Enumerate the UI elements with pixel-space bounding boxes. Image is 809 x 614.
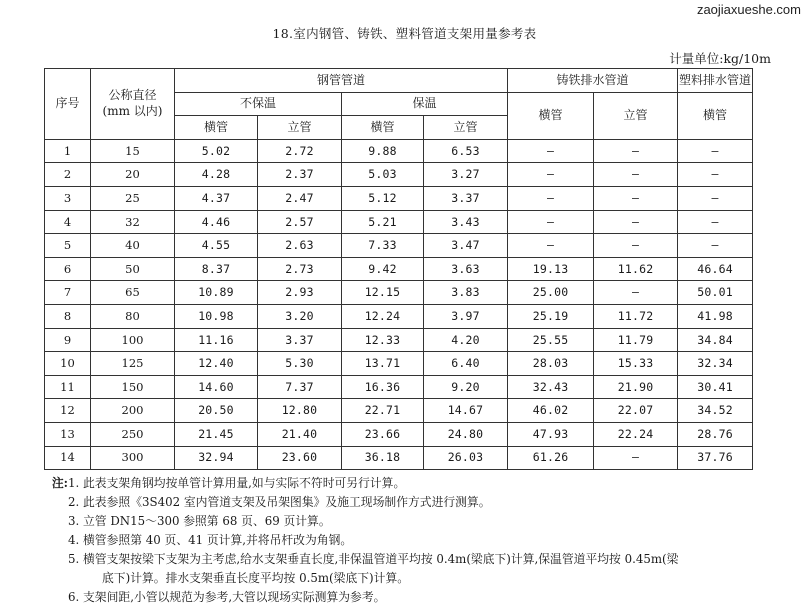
table-row (45, 139, 753, 163)
table-row (45, 375, 753, 399)
row-seq-cell: 3 (45, 186, 91, 210)
iron-horizontal-cell: — (508, 163, 594, 187)
iron-horizontal-cell: — (508, 139, 594, 163)
insulated-horizontal-cell: 5.03 (342, 163, 424, 187)
header-insulated-horizontal: 横管 (342, 116, 424, 140)
insulated-horizontal-cell: 9.88 (342, 139, 424, 163)
table-row (45, 422, 753, 446)
iron-horizontal-cell: 25.00 (508, 281, 594, 305)
header-uninsulated: 不保温 (175, 92, 342, 116)
iron-vertical-cell: — (594, 139, 678, 163)
row-diameter-cell: 125 (91, 352, 175, 376)
uninsulated-vertical-cell: 2.73 (258, 257, 342, 281)
uninsulated-vertical-cell: 3.37 (258, 328, 342, 352)
uninsulated-vertical-cell: 2.47 (258, 186, 342, 210)
table-row (45, 304, 753, 328)
header-plastic: 塑料排水管道 (678, 69, 753, 93)
plastic-horizontal-cell: 50.01 (678, 281, 753, 305)
row-diameter-cell: 100 (91, 328, 175, 352)
note-item: 5. 横管支架按梁下支架为主考虑,给水支架垂直长度,非保温管道平均按 0.4m(梁底下)计算,保温管道平均按 0.45m(梁 (68, 552, 679, 566)
row-seq-cell: 8 (45, 304, 91, 328)
uninsulated-horizontal-cell: 5.02 (175, 139, 258, 163)
row-seq-cell: 11 (45, 375, 91, 399)
notes-label: 注: (51, 476, 68, 490)
iron-horizontal-cell: 32.43 (508, 375, 594, 399)
plastic-horizontal-cell: 37.76 (678, 446, 753, 470)
insulated-horizontal-cell: 22.71 (342, 399, 424, 423)
iron-vertical-cell: 11.62 (594, 257, 678, 281)
insulated-vertical-cell: 3.97 (424, 304, 508, 328)
row-diameter-cell: 20 (91, 163, 175, 187)
plastic-horizontal-cell: 28.76 (678, 422, 753, 446)
row-seq-cell: 2 (45, 163, 91, 187)
header-steel: 钢管管道 (175, 69, 508, 93)
notes (42, 474, 782, 607)
uninsulated-vertical-cell: 21.40 (258, 422, 342, 446)
header-diameter-line1: 公称直径 (108, 88, 157, 103)
plastic-horizontal-cell: — (678, 234, 753, 258)
insulated-vertical-cell: 3.47 (424, 234, 508, 258)
uninsulated-horizontal-cell: 10.89 (175, 281, 258, 305)
iron-horizontal-cell: 25.19 (508, 304, 594, 328)
uninsulated-horizontal-cell: 10.98 (175, 304, 258, 328)
table-row (45, 163, 753, 187)
insulated-horizontal-cell: 12.24 (342, 304, 424, 328)
plastic-horizontal-cell: 32.34 (678, 352, 753, 376)
iron-vertical-cell: — (594, 163, 678, 187)
plastic-horizontal-cell: 34.84 (678, 328, 753, 352)
row-seq-cell: 1 (45, 139, 91, 163)
iron-vertical-cell: 22.24 (594, 422, 678, 446)
table-row (45, 281, 753, 305)
uninsulated-vertical-cell: 2.72 (258, 139, 342, 163)
row-seq-cell: 5 (45, 234, 91, 258)
insulated-horizontal-cell: 7.33 (342, 234, 424, 258)
uninsulated-horizontal-cell: 32.94 (175, 446, 258, 470)
iron-vertical-cell: — (594, 234, 678, 258)
table-row (45, 446, 753, 470)
table-row (45, 257, 753, 281)
row-diameter-cell: 50 (91, 257, 175, 281)
iron-horizontal-cell: 19.13 (508, 257, 594, 281)
plastic-horizontal-cell: — (678, 186, 753, 210)
note-item: 4. 横管参照第 40 页、41 页计算,并将吊杆改为角钢。 (68, 533, 353, 547)
note-item: 2. 此表参照《3S402 室内管道支架及吊架图集》及施工现场制作方式进行测算。 (68, 495, 491, 509)
uninsulated-horizontal-cell: 4.46 (175, 210, 258, 234)
iron-vertical-cell: 22.07 (594, 399, 678, 423)
uninsulated-horizontal-cell: 8.37 (175, 257, 258, 281)
row-seq-cell: 14 (45, 446, 91, 470)
insulated-vertical-cell: 3.27 (424, 163, 508, 187)
row-diameter-cell: 40 (91, 234, 175, 258)
insulated-horizontal-cell: 5.12 (342, 186, 424, 210)
iron-horizontal-cell: 47.93 (508, 422, 594, 446)
header-seq: 序号 (45, 69, 91, 140)
uninsulated-horizontal-cell: 20.50 (175, 399, 258, 423)
iron-horizontal-cell: 25.55 (508, 328, 594, 352)
insulated-horizontal-cell: 23.66 (342, 422, 424, 446)
uninsulated-horizontal-cell: 4.37 (175, 186, 258, 210)
insulated-vertical-cell: 14.67 (424, 399, 508, 423)
row-diameter-cell: 150 (91, 375, 175, 399)
iron-horizontal-cell: — (508, 210, 594, 234)
insulated-horizontal-cell: 13.71 (342, 352, 424, 376)
uninsulated-vertical-cell: 3.20 (258, 304, 342, 328)
iron-horizontal-cell: 46.02 (508, 399, 594, 423)
uninsulated-vertical-cell: 7.37 (258, 375, 342, 399)
uninsulated-vertical-cell: 2.57 (258, 210, 342, 234)
table-row (45, 210, 753, 234)
iron-vertical-cell: — (594, 446, 678, 470)
iron-horizontal-cell: — (508, 186, 594, 210)
insulated-vertical-cell: 26.03 (424, 446, 508, 470)
row-diameter-cell: 65 (91, 281, 175, 305)
plastic-horizontal-cell: — (678, 163, 753, 187)
plastic-horizontal-cell: 34.52 (678, 399, 753, 423)
row-seq-cell: 9 (45, 328, 91, 352)
table-row (45, 186, 753, 210)
uninsulated-horizontal-cell: 4.55 (175, 234, 258, 258)
header-insulated: 保温 (342, 92, 508, 116)
row-diameter-cell: 200 (91, 399, 175, 423)
iron-horizontal-cell: 28.03 (508, 352, 594, 376)
header-cast-iron: 铸铁排水管道 (508, 69, 678, 93)
row-diameter-cell: 80 (91, 304, 175, 328)
note-item: 1. 此表支架角钢均按单管计算用量,如与实际不符时可另行计算。 (68, 476, 406, 490)
insulated-vertical-cell: 3.83 (424, 281, 508, 305)
table-row (45, 234, 753, 258)
support-table (44, 68, 753, 470)
header-uninsulated-vertical: 立管 (258, 116, 342, 140)
row-seq-cell: 7 (45, 281, 91, 305)
iron-vertical-cell: 15.33 (594, 352, 678, 376)
row-seq-cell: 12 (45, 399, 91, 423)
uninsulated-vertical-cell: 12.80 (258, 399, 342, 423)
insulated-vertical-cell: 24.80 (424, 422, 508, 446)
iron-vertical-cell: 21.90 (594, 375, 678, 399)
insulated-horizontal-cell: 9.42 (342, 257, 424, 281)
uninsulated-vertical-cell: 5.30 (258, 352, 342, 376)
uninsulated-horizontal-cell: 4.28 (175, 163, 258, 187)
uninsulated-vertical-cell: 2.63 (258, 234, 342, 258)
row-diameter-cell: 32 (91, 210, 175, 234)
header-uninsulated-horizontal: 横管 (175, 116, 258, 140)
watermark: zaojiaxueshe.com (696, 2, 801, 17)
plastic-horizontal-cell: — (678, 210, 753, 234)
row-diameter-cell: 25 (91, 186, 175, 210)
header-iron-horizontal: 横管 (508, 92, 594, 139)
iron-vertical-cell: — (594, 210, 678, 234)
note-item: 3. 立管 DN15～300 参照第 68 页、69 页计算。 (68, 514, 331, 528)
note-item: 6. 支架间距,小管以规范为参考,大管以现场实际测算为参考。 (68, 590, 386, 604)
insulated-vertical-cell: 3.37 (424, 186, 508, 210)
insulated-vertical-cell: 3.43 (424, 210, 508, 234)
iron-horizontal-cell: 61.26 (508, 446, 594, 470)
table-row (45, 328, 753, 352)
insulated-horizontal-cell: 12.15 (342, 281, 424, 305)
unit-label: 计量单位:kg/10m (669, 51, 771, 66)
table-row (45, 399, 753, 423)
page-title: 18.室内钢管、铸铁、塑料管道支架用量参考表 (272, 26, 537, 41)
note-item-continuation: 底下)计算。排水支架垂直长度平均按 0.5m(梁底下)计算。 (102, 571, 410, 585)
iron-horizontal-cell: — (508, 234, 594, 258)
row-seq-cell: 6 (45, 257, 91, 281)
row-diameter-cell: 15 (91, 139, 175, 163)
plastic-horizontal-cell: 46.64 (678, 257, 753, 281)
iron-vertical-cell: 11.79 (594, 328, 678, 352)
plastic-horizontal-cell: 30.41 (678, 375, 753, 399)
header-iron-vertical: 立管 (594, 92, 678, 139)
row-diameter-cell: 250 (91, 422, 175, 446)
insulated-vertical-cell: 3.63 (424, 257, 508, 281)
table-row (45, 352, 753, 376)
uninsulated-horizontal-cell: 14.60 (175, 375, 258, 399)
plastic-horizontal-cell: 41.98 (678, 304, 753, 328)
header-insulated-vertical: 立管 (424, 116, 508, 140)
row-seq-cell: 10 (45, 352, 91, 376)
uninsulated-horizontal-cell: 11.16 (175, 328, 258, 352)
insulated-vertical-cell: 6.53 (424, 139, 508, 163)
row-diameter-cell: 300 (91, 446, 175, 470)
insulated-horizontal-cell: 36.18 (342, 446, 424, 470)
header-diameter-line2: (mm 以内) (102, 104, 163, 119)
iron-vertical-cell: — (594, 186, 678, 210)
header-plastic-horizontal: 横管 (678, 92, 753, 139)
uninsulated-vertical-cell: 2.93 (258, 281, 342, 305)
uninsulated-horizontal-cell: 21.45 (175, 422, 258, 446)
uninsulated-vertical-cell: 2.37 (258, 163, 342, 187)
row-seq-cell: 4 (45, 210, 91, 234)
insulated-vertical-cell: 6.40 (424, 352, 508, 376)
row-seq-cell: 13 (45, 422, 91, 446)
iron-vertical-cell: 11.72 (594, 304, 678, 328)
insulated-horizontal-cell: 12.33 (342, 328, 424, 352)
insulated-vertical-cell: 9.20 (424, 375, 508, 399)
uninsulated-horizontal-cell: 12.40 (175, 352, 258, 376)
insulated-vertical-cell: 4.20 (424, 328, 508, 352)
iron-vertical-cell: — (594, 281, 678, 305)
uninsulated-vertical-cell: 23.60 (258, 446, 342, 470)
header-diameter (91, 69, 175, 140)
insulated-horizontal-cell: 16.36 (342, 375, 424, 399)
insulated-horizontal-cell: 5.21 (342, 210, 424, 234)
plastic-horizontal-cell: — (678, 139, 753, 163)
